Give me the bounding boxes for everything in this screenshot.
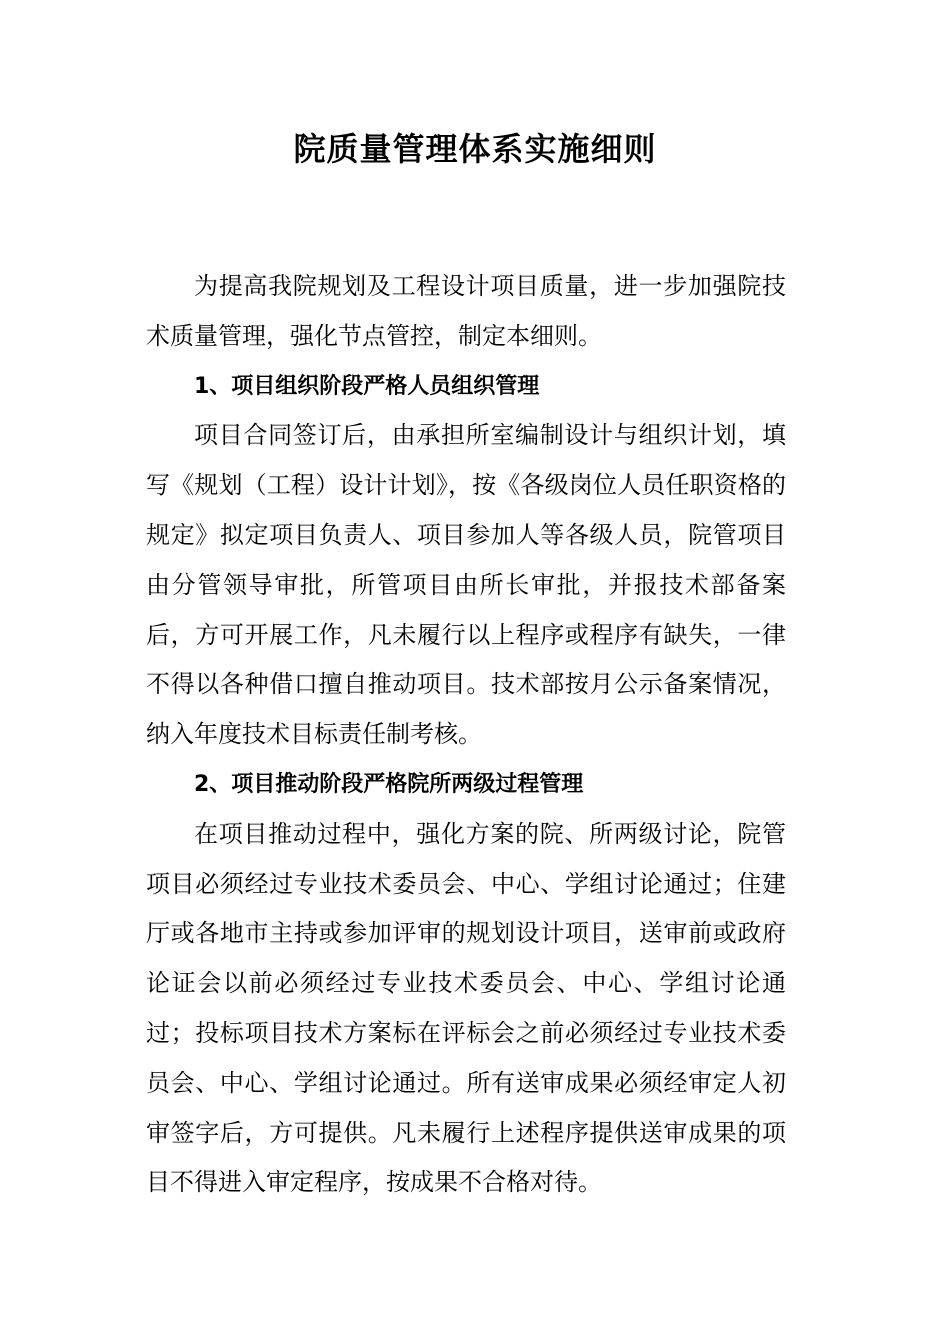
document-body (146, 262, 786, 1208)
section-1-paragraph: 项目合同签订后，由承担所室编制设计与组织计划，填写《规划（工程）设计计划》，按《各级岗位人员任职资格的规定》拟定项目负责人、项目参加人等各级人员，院管项目由分管领导审批，所管项目由所长审批，并报技术部备案后，方可开展工作，凡未履行以上程序或程序有缺失，一律不得以各种借口擅自推动项目。技术部按月公示备案情况，纳入年度技术目标责任制考核。 (146, 421, 786, 749)
section-heading-1: 1、项目组织阶段严格人员组织管理 (194, 373, 540, 399)
document-title: 院质量管理体系实施细则 (293, 130, 657, 168)
section-2-paragraph: 在项目推动过程中，强化方案的院、所两级讨论，院管项目必须经过专业技术委员会、中心、学组讨论通过；住建厅或各地市主持或参加评审的规划设计项目，送审前或政府论证会以前必须经过专业技术委员会、中心、学组讨论通过；投标项目技术方案标在评标会之前必须经过专业技术委员会、中心、学组讨论通过。所有送审成果必须经审定人初审签字后，方可提供。凡未履行上述程序提供送审成果的项目不得进入审定程序，按成果不合格对待。 (146, 819, 786, 1197)
section-heading-2: 2、项目推动阶段严格院所两级过程管理 (194, 771, 584, 797)
intro-paragraph: 为提高我院规划及工程设计项目质量，进一步加强院技术质量管理，强化节点管控，制定本细则。 (146, 272, 786, 350)
